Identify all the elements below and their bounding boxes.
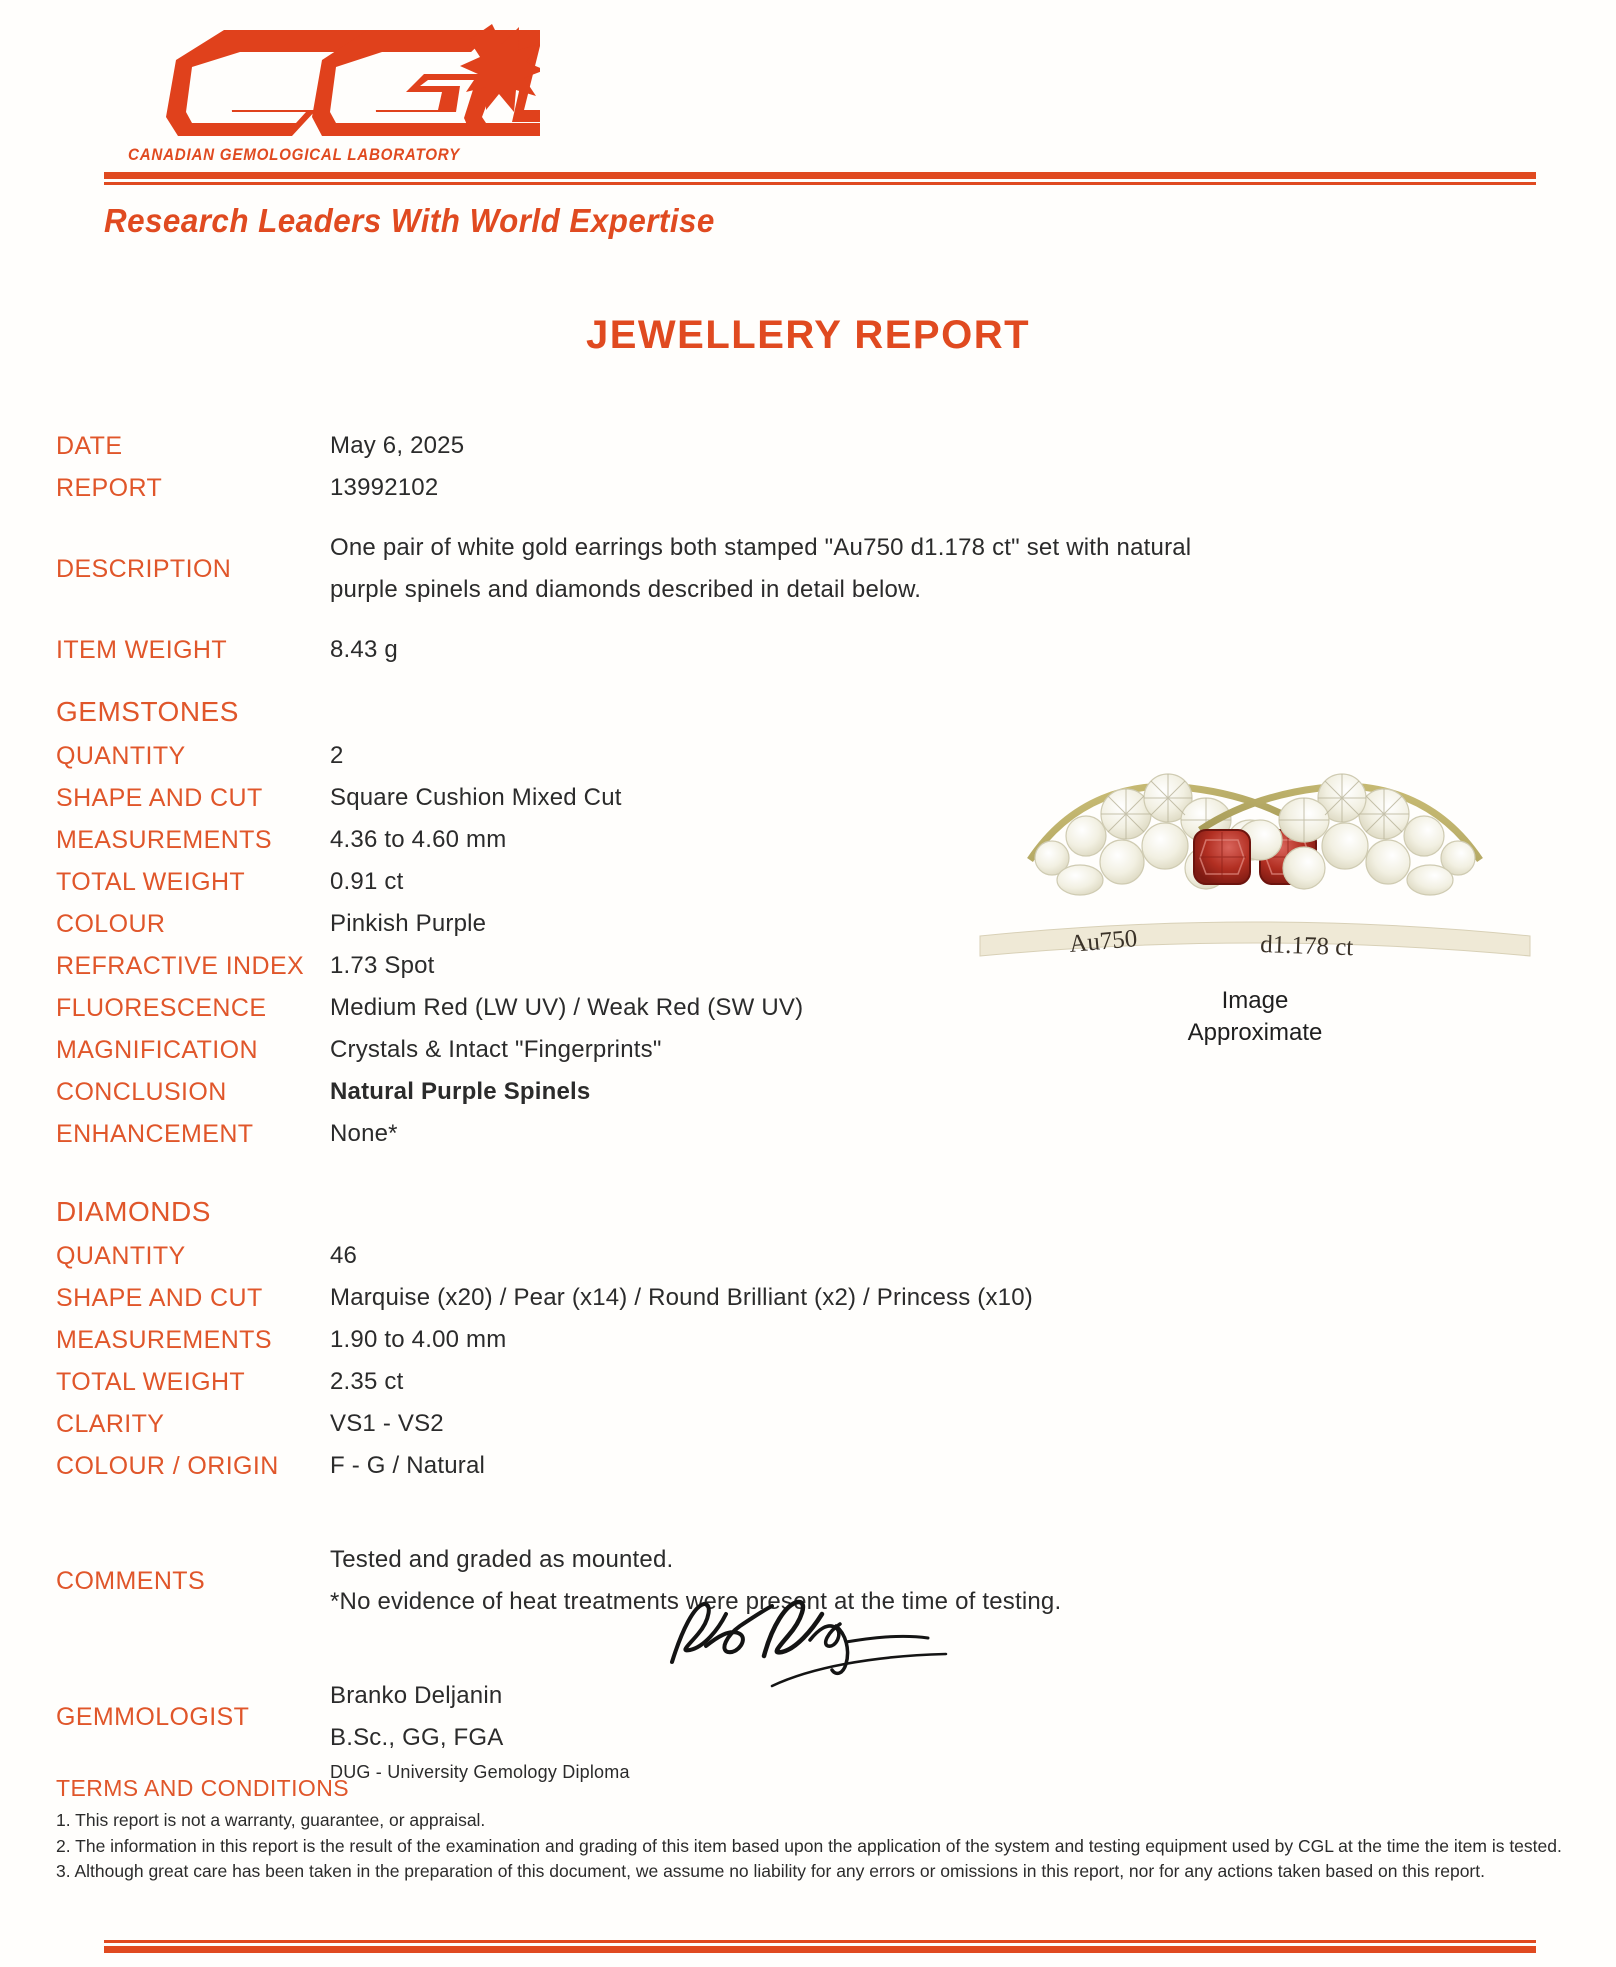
label-gemstone-shape-cut: SHAPE AND CUT bbox=[56, 784, 263, 812]
value-diamond-colour-origin: F - G / Natural bbox=[330, 1452, 486, 1479]
value-diamond-quantity: 46 bbox=[330, 1242, 358, 1269]
label-comments: COMMENTS bbox=[56, 1567, 206, 1595]
row-diamond-colour-origin bbox=[0, 1445, 1616, 1487]
photo-caption-line-2: Approximate bbox=[1187, 1019, 1323, 1046]
value-gemstone-conclusion: Natural Purple Spinels bbox=[330, 1078, 591, 1105]
label-diamond-quantity: QUANTITY bbox=[56, 1242, 186, 1270]
row-diamond-total-weight bbox=[0, 1361, 1616, 1403]
cgl-logo-mark bbox=[120, 22, 540, 152]
label-gemmologist: GEMMOLOGIST bbox=[56, 1703, 250, 1731]
row-diamond-shape-cut bbox=[0, 1277, 1616, 1319]
value-gemstone-quantity: 2 bbox=[330, 742, 344, 769]
hallmark-stamp-left: Au750 bbox=[1068, 925, 1139, 958]
label-report: REPORT bbox=[56, 474, 163, 502]
gemmologist-name: Branko Deljanin bbox=[330, 1682, 503, 1709]
label-gemstone-magnification: MAGNIFICATION bbox=[56, 1036, 258, 1064]
value-gemstone-enhancement: None* bbox=[330, 1120, 398, 1147]
row-gemstone-enhancement bbox=[0, 1113, 1616, 1155]
header-divider bbox=[104, 172, 1536, 185]
value-diamond-shape-cut: Marquise (x20) / Pear (x14) / Round Brilliant (x2) / Princess (x10) bbox=[330, 1284, 1033, 1311]
label-gemstone-total-weight: TOTAL WEIGHT bbox=[56, 868, 246, 896]
label-gemstone-colour: COLOUR bbox=[56, 910, 166, 938]
earrings-illustration bbox=[960, 740, 1550, 970]
label-gemstone-enhancement: ENHANCEMENT bbox=[56, 1120, 254, 1148]
label-diamond-total-weight: TOTAL WEIGHT bbox=[56, 1368, 246, 1396]
report-body bbox=[0, 425, 1616, 1785]
description-line-2: purple spinels and diamonds described in detail below. bbox=[330, 576, 922, 603]
value-diamond-total-weight: 2.35 ct bbox=[330, 1368, 404, 1395]
value-gemstone-total-weight: 0.91 ct bbox=[330, 868, 404, 895]
label-gemstone-measurements: MEASUREMENTS bbox=[56, 826, 272, 854]
value-gemstone-fluorescence: Medium Red (LW UV) / Weak Red (SW UV) bbox=[330, 994, 804, 1021]
label-gemstone-fluorescence: FLUORESCENCE bbox=[56, 994, 267, 1022]
value-diamond-clarity: VS1 - VS2 bbox=[330, 1410, 444, 1437]
page-title: JEWELLERY REPORT bbox=[585, 313, 1031, 357]
earrings-photo bbox=[960, 740, 1550, 970]
label-description: DESCRIPTION bbox=[56, 555, 232, 583]
section-heading-gemstones: GEMSTONES bbox=[56, 696, 239, 727]
cgl-logo bbox=[120, 22, 540, 162]
label-gemstone-quantity: QUANTITY bbox=[56, 742, 186, 770]
footer-divider bbox=[104, 1940, 1536, 1953]
value-gemstone-refractive-index: 1.73 Spot bbox=[330, 952, 435, 979]
row-diamond-clarity bbox=[0, 1403, 1616, 1445]
gemmologist-credentials: B.Sc., GG, FGA bbox=[330, 1724, 504, 1751]
value-description bbox=[330, 527, 1191, 611]
signature-image bbox=[660, 1590, 990, 1700]
gemmologist-diploma: DUG - University Gemology Diploma bbox=[330, 1762, 630, 1782]
value-gemstone-colour: Pinkish Purple bbox=[330, 910, 487, 937]
label-diamond-measurements: MEASUREMENTS bbox=[56, 1326, 272, 1354]
terms-heading: TERMS AND CONDITIONS bbox=[56, 1775, 349, 1801]
photo-caption-line-1: Image bbox=[1221, 987, 1289, 1014]
comments-line-1: Tested and graded as mounted. bbox=[330, 1546, 674, 1573]
brand-tagline: Research Leaders With World Expertise bbox=[104, 202, 715, 239]
terms-body bbox=[56, 1808, 1566, 1885]
row-diamond-quantity bbox=[0, 1235, 1616, 1277]
label-gemstone-refractive-index: REFRACTIVE INDEX bbox=[56, 952, 305, 980]
label-diamond-colour-origin: COLOUR / ORIGIN bbox=[56, 1452, 279, 1480]
row-description bbox=[0, 527, 1616, 611]
value-gemmologist bbox=[330, 1675, 630, 1785]
value-gemstone-shape-cut: Square Cushion Mixed Cut bbox=[330, 784, 622, 811]
value-gemstone-magnification: Crystals & Intact "Fingerprints" bbox=[330, 1036, 662, 1063]
row-date bbox=[0, 425, 1616, 467]
value-gemstone-measurements: 4.36 to 4.60 mm bbox=[330, 826, 507, 853]
logo-subtitle: CANADIAN GEMOLOGICAL LABORATORY bbox=[128, 146, 461, 164]
terms-item-2: 2. The information in this report is the result of the examination and grading of this item based upon the application of the system and testing equipment used by CGL at the time the item is tested. bbox=[56, 1835, 1562, 1856]
description-line-1: One pair of white gold earrings both stamped "Au750 d1.178 ct" set with natural bbox=[330, 534, 1192, 561]
label-gemstone-conclusion: CONCLUSION bbox=[56, 1078, 227, 1106]
handwritten-signature bbox=[660, 1590, 990, 1700]
label-item-weight: ITEM WEIGHT bbox=[56, 636, 228, 664]
value-report-number: 13992102 bbox=[330, 474, 439, 501]
terms-item-3: 3. Although great care has been taken in the preparation of this document, we assume no liability for any errors or omissions in this report, nor for any actions taken based on this report. bbox=[56, 1861, 1485, 1881]
row-diamond-measurements bbox=[0, 1319, 1616, 1361]
value-date: May 6, 2025 bbox=[330, 432, 465, 459]
label-date: DATE bbox=[56, 432, 123, 460]
row-item-weight bbox=[0, 629, 1616, 671]
section-heading-diamonds: DIAMONDS bbox=[56, 1196, 211, 1227]
comments-line-2: *No evidence of heat treatments were present at the time of testing. bbox=[330, 1588, 1062, 1615]
terms-item-1: 1. This report is not a warranty, guarantee, or appraisal. bbox=[56, 1810, 486, 1830]
label-diamond-clarity: CLARITY bbox=[56, 1410, 165, 1438]
value-diamond-measurements: 1.90 to 4.00 mm bbox=[330, 1326, 507, 1353]
hallmark-stamp-right: d1.178 ct bbox=[1259, 931, 1354, 962]
row-gemstone-conclusion bbox=[0, 1071, 1616, 1113]
value-item-weight: 8.43 g bbox=[330, 636, 398, 663]
row-report bbox=[0, 467, 1616, 509]
label-diamond-shape-cut: SHAPE AND CUT bbox=[56, 1284, 263, 1312]
photo-caption bbox=[960, 985, 1550, 1049]
